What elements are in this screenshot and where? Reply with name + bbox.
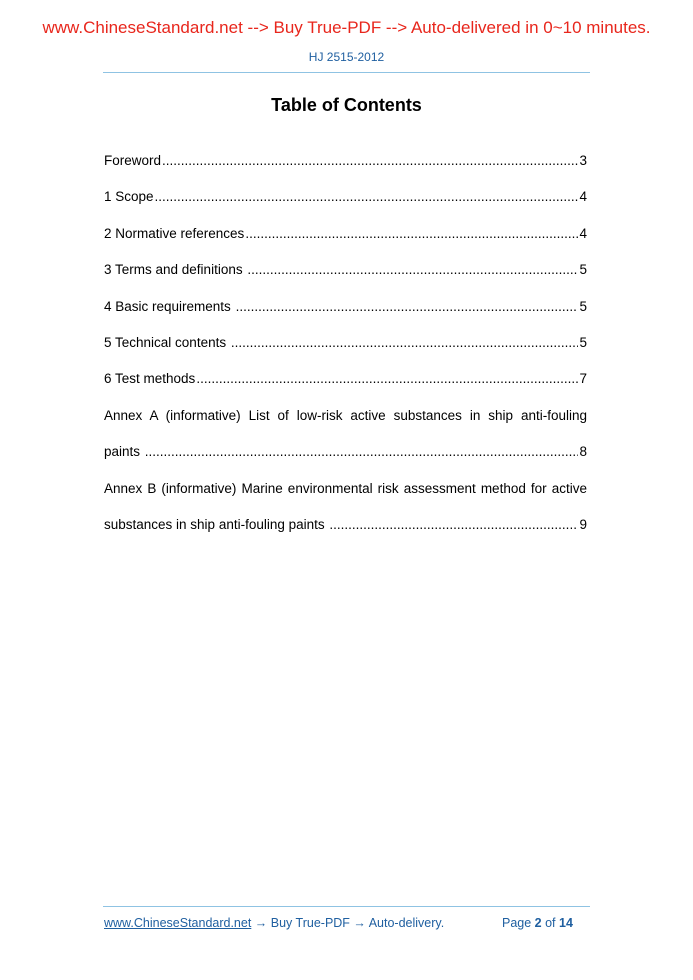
toc-entry-annex-a-line1[interactable] <box>104 405 587 441</box>
footer-promo-text: → Buy True-PDF → Auto-delivery. <box>251 916 445 930</box>
toc-entry-label: 4 Basic requirements <box>104 298 235 314</box>
toc-entry-test-methods[interactable] <box>104 368 587 404</box>
toc-entry-label: 3 Terms and definitions <box>104 262 247 278</box>
toc-leader-dots <box>245 223 578 244</box>
table-of-contents <box>104 150 587 550</box>
toc-entry-scope[interactable] <box>104 186 587 222</box>
toc-entry-label: Annex B (informative) Marine environmental risk assessment method for active <box>104 480 587 496</box>
page-indicator <box>502 916 573 930</box>
page-label: Page <box>502 916 535 930</box>
page-total: 14 <box>559 916 573 930</box>
toc-leader-dots <box>162 150 578 171</box>
toc-entry-page: 5 <box>579 334 587 350</box>
of-label: of <box>541 916 559 930</box>
toc-leader-dots <box>145 441 579 462</box>
toc-leader-dots <box>155 186 579 207</box>
toc-leader-dots <box>329 514 578 535</box>
page-title: Table of Contents <box>271 95 422 115</box>
toc-entry-page: 8 <box>579 444 587 460</box>
toc-entry-page: 7 <box>579 371 587 387</box>
toc-entry-label: substances in ship anti-fouling paints <box>104 516 329 532</box>
header-divider <box>103 72 590 73</box>
toc-entry-page: 3 <box>579 153 587 168</box>
toc-entry-label: 1 Scope <box>104 189 154 205</box>
standard-code-header: HJ 2515-2012 <box>308 50 385 64</box>
toc-entry-normative-references[interactable] <box>104 223 587 259</box>
footer-promo <box>104 916 444 930</box>
toc-entry-page: 4 <box>579 225 587 241</box>
toc-entry-terms-definitions[interactable] <box>104 259 587 295</box>
footer-divider <box>103 906 590 907</box>
toc-entry-foreword[interactable] <box>104 150 587 186</box>
toc-leader-dots <box>196 368 578 389</box>
page-current: 2 <box>534 916 542 930</box>
toc-leader-dots <box>231 332 579 353</box>
toc-entry-basic-requirements[interactable] <box>104 296 587 332</box>
toc-leader-dots <box>247 259 578 280</box>
footer-site-link[interactable]: www.ChineseStandard.net <box>104 916 252 930</box>
toc-entry-page: 9 <box>579 516 587 532</box>
toc-entry-technical-contents[interactable] <box>104 332 587 368</box>
toc-entry-page: 5 <box>579 262 587 278</box>
toc-entry-label: 2 Normative references <box>104 225 245 241</box>
toc-leader-dots <box>236 296 579 317</box>
top-promo-banner[interactable]: www.ChineseStandard.net --> Buy True-PDF --> Auto-delivered in 0~10 minutes. <box>42 18 651 37</box>
toc-entry-label: 5 Technical contents <box>104 334 230 350</box>
toc-entry-label: paints <box>104 444 144 460</box>
toc-entry-label: Annex A (informative) List of low-risk active substances in ship anti-fouling <box>104 407 587 423</box>
toc-entry-label: Foreword <box>104 153 162 168</box>
toc-entry-page: 4 <box>579 189 587 205</box>
toc-entry-annex-b-line1[interactable] <box>104 478 587 514</box>
toc-entry-annex-b-line2[interactable] <box>104 514 587 550</box>
toc-entry-label: 6 Test methods <box>104 371 196 387</box>
toc-entry-annex-a-line2[interactable] <box>104 441 587 477</box>
toc-entry-page: 5 <box>579 298 587 314</box>
